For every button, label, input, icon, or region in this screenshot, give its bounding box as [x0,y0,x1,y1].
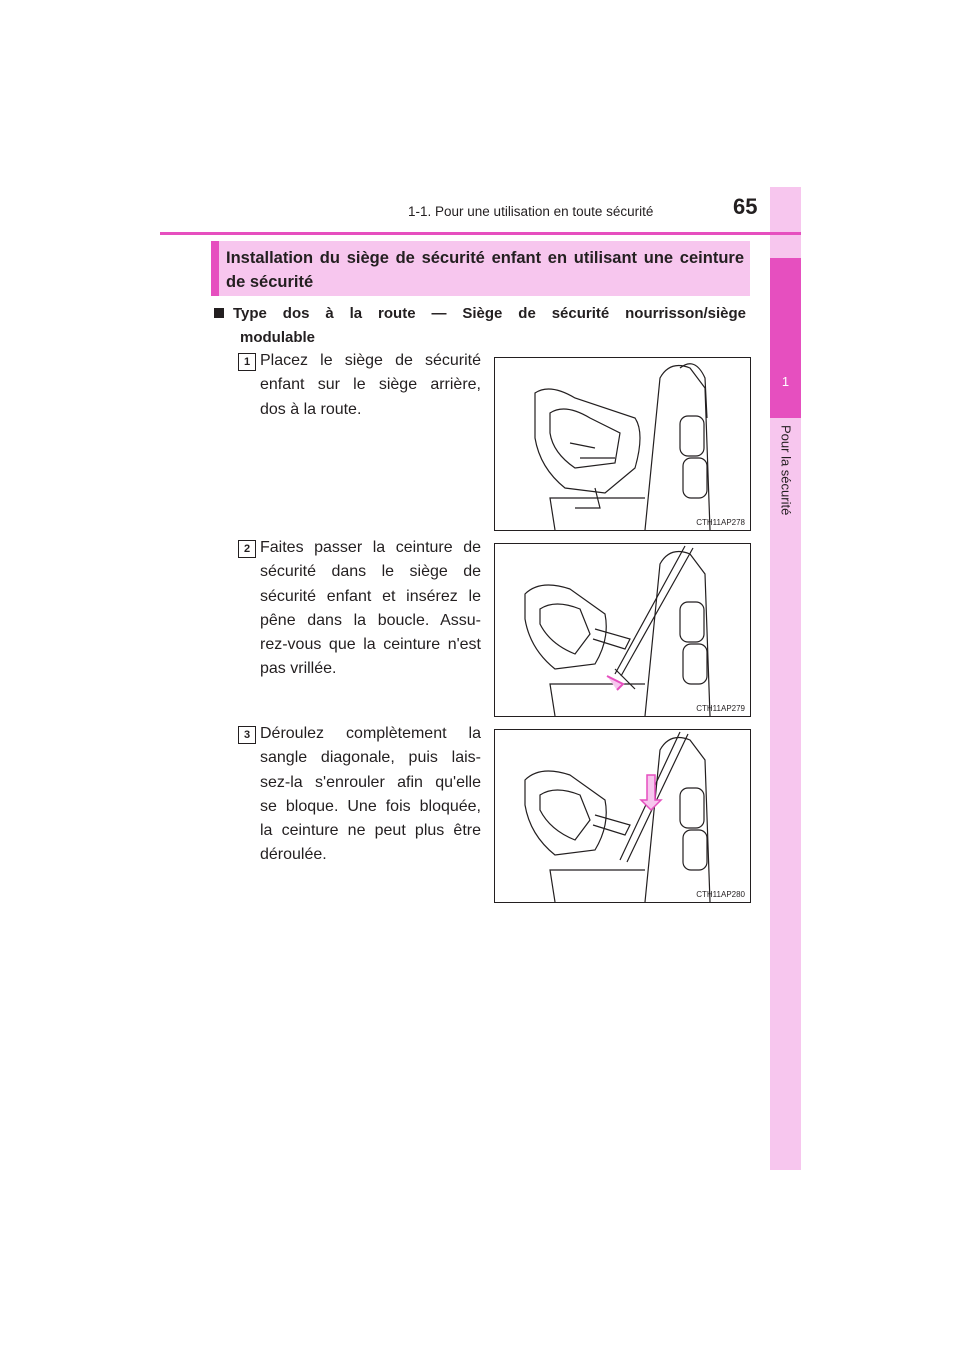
step-line: sangle diagonale, puis lais- [260,749,481,767]
title-accent [211,241,219,296]
subheading-line: Type dos à la route — Siège de sécurité nourrisson/siège [233,305,746,322]
header-rule [160,232,801,235]
page-number: 65 [733,194,758,219]
bullet-square-icon [214,308,224,318]
step-illustration [494,357,751,531]
section-heading: 1-1. Pour une utilisation en toute sécurité [408,204,654,219]
title-line: Installation du siège de sécurité enfant en utilisant une ceinture [226,249,744,267]
step-line: pêne dans la boucle. Assu- [260,611,481,629]
step-text [260,349,481,422]
page-title [226,246,744,294]
figure-code: CTH11AP280 [696,890,745,899]
step-line: dos à la route. [260,400,362,418]
figure-code: CTH11AP278 [696,518,745,527]
step-number-badge: 1 [238,353,256,371]
figure-code: CTH11AP279 [696,704,745,713]
child-seat-rear-facing-illustration [495,358,750,530]
belt-lock-illustration [495,730,750,902]
step-text [260,536,481,682]
subheading [214,302,746,350]
step-line: rez-vous que la ceinture n'est [260,636,481,654]
step-illustration [494,543,751,717]
step-illustration [494,729,751,903]
step-line: sez-la s'enrouler afin qu'elle [260,773,481,791]
step-text [260,722,481,868]
step-number-badge: 3 [238,726,256,744]
step-line: Placez le siège de sécurité [260,352,481,369]
subheading-line: modulable [240,329,316,346]
step-line: sécurité dans le siège de [260,563,481,581]
step-line: déroulée. [260,846,327,864]
step-line: Déroulez complètement la [260,725,481,742]
step-line: sécurité enfant et insérez le [260,587,481,605]
step-line: pas vrillée. [260,660,337,678]
seatbelt-routing-illustration [495,544,750,716]
chapter-label: Pour la sécurité [778,425,794,516]
step-line: se bloque. Une fois bloquée, [260,797,481,815]
step-number-badge: 2 [238,540,256,558]
step-line: Faites passer la ceinture de [260,539,481,556]
title-line: de sécurité [226,273,314,291]
step-line: la ceinture ne peut plus être [260,822,481,840]
step-line: enfant sur le siège arrière, [260,376,481,394]
chapter-number-box [770,258,801,418]
chapter-number: 1 [781,374,790,389]
